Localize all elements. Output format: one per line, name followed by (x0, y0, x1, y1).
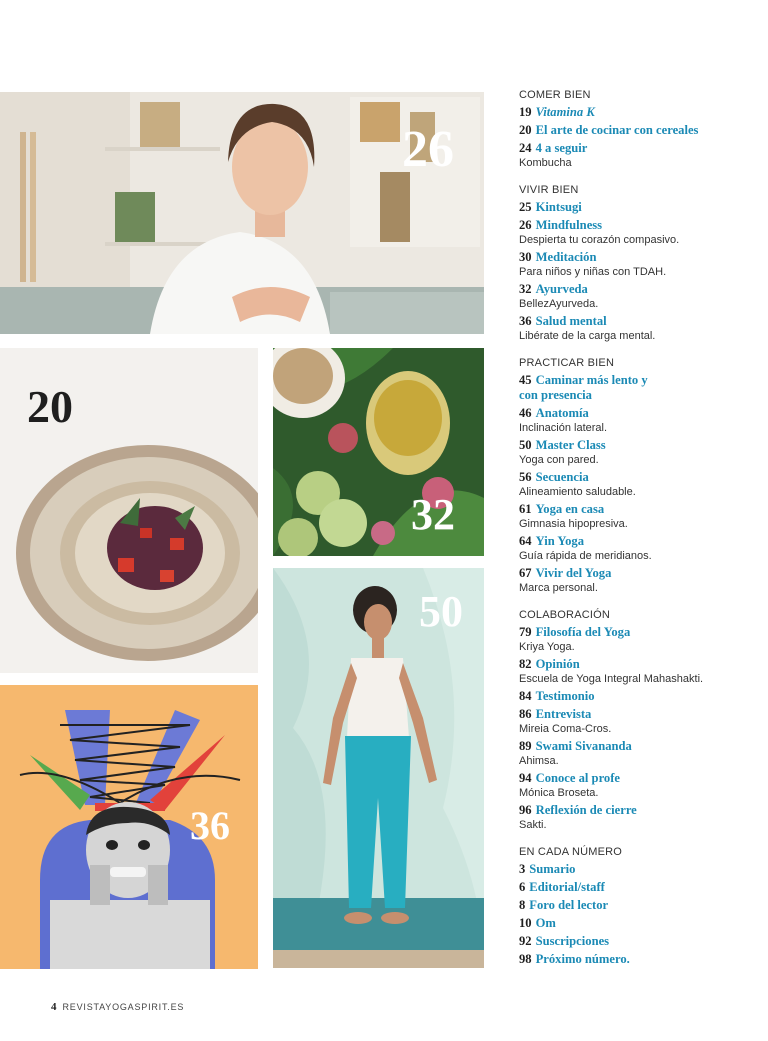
entry-subtitle: Guía rápida de meridianos. (519, 550, 652, 562)
toc-entry[interactable] (519, 566, 759, 595)
toc-entry[interactable] (519, 200, 759, 215)
entry-page: 89 (519, 739, 532, 753)
entry-page: 46 (519, 406, 532, 420)
entry-page: 32 (519, 282, 532, 296)
entry-subtitle: BellezAyurveda. (519, 298, 599, 310)
toc-entry[interactable] (519, 952, 759, 967)
photo-number-50: 50 (419, 587, 463, 636)
section-heading: COLABORACIÓN (519, 609, 611, 621)
entry-page: 50 (519, 438, 532, 452)
entry-title: Yin Yoga (535, 534, 584, 548)
entry-title: Foro del lector (529, 898, 609, 912)
entry-title: Editorial/staff (529, 880, 605, 894)
toc-entry[interactable] (519, 934, 759, 949)
entry-title: Conoce al profe (535, 771, 621, 785)
toc-entry[interactable] (519, 898, 759, 913)
entry-page: 19 (519, 105, 532, 119)
entry-page: 79 (519, 625, 532, 639)
entry-page: 10 (519, 916, 532, 930)
entry-title: Swami Sivananda (535, 739, 632, 753)
toc-entry[interactable] (519, 218, 759, 247)
toc-entry[interactable] (519, 803, 759, 832)
entry-title: Testimonio (535, 689, 595, 703)
toc-entry[interactable] (519, 707, 759, 736)
entry-title: Caminar más lento y (535, 373, 648, 387)
section-practicar-bien (519, 356, 759, 595)
entry-title: Filosofía del Yoga (535, 625, 631, 639)
entry-title: Mindfulness (535, 218, 603, 232)
photo-number-26: 26 (402, 121, 454, 178)
toc-entry[interactable] (519, 141, 759, 170)
entry-page: 24 (519, 141, 532, 155)
toc-entry[interactable] (519, 916, 759, 931)
toc-entry[interactable] (519, 771, 759, 800)
entry-title: Próximo número. (535, 952, 630, 966)
page-footer (51, 1001, 184, 1013)
toc-entry[interactable] (519, 502, 759, 531)
entry-page: 86 (519, 707, 532, 721)
entry-page: 25 (519, 200, 532, 214)
toc-entry[interactable] (519, 880, 759, 895)
photo-number-32: 32 (411, 490, 455, 539)
entry-subtitle: Gimnasia hipopresiva. (519, 518, 628, 530)
entry-title: Vitamina K (535, 105, 595, 119)
table-of-contents (519, 88, 759, 970)
entry-subtitle: Mónica Broseta. (519, 787, 599, 799)
entry-page: 8 (519, 898, 526, 912)
entry-title: Meditación (535, 250, 597, 264)
entry-page: 56 (519, 470, 532, 484)
entry-page: 26 (519, 218, 532, 232)
toc-entry[interactable] (519, 625, 759, 654)
entry-subtitle: Alineamiento saludable. (519, 486, 636, 498)
entry-title: Secuencia (535, 470, 589, 484)
photo-number-36: 36 (190, 803, 230, 848)
entry-page: 92 (519, 934, 532, 948)
entry-title: Suscripciones (535, 934, 610, 948)
entry-title: Reflexión de cierre (535, 803, 637, 817)
entry-subtitle: Kriya Yoga. (519, 641, 575, 653)
entry-title: Master Class (535, 438, 606, 452)
entry-subtitle: Sakti. (519, 819, 547, 831)
toc-entry[interactable] (519, 282, 759, 311)
entry-subtitle: Ahimsa. (519, 755, 559, 767)
entry-subtitle: Para niños y niñas con TDAH. (519, 266, 667, 278)
toc-entry[interactable] (519, 862, 759, 877)
entry-page: 61 (519, 502, 532, 516)
entry-subtitle: Libérate de la carga mental. (519, 330, 656, 342)
entry-title: Yoga en casa (535, 502, 605, 516)
entry-subtitle: Mireia Coma-Cros. (519, 723, 612, 735)
entry-title: Sumario (529, 862, 576, 876)
toc-entry[interactable] (519, 105, 759, 120)
section-heading: PRACTICAR BIEN (519, 357, 615, 369)
toc-entry[interactable] (519, 373, 759, 403)
entry-title: Ayurveda (535, 282, 588, 296)
section-colaboracion (519, 608, 759, 832)
entry-title: Vivir del Yoga (535, 566, 612, 580)
toc-entry[interactable] (519, 739, 759, 768)
section-en-cada-numero (519, 845, 759, 967)
toc-entry[interactable] (519, 470, 759, 499)
entry-title: Anatomía (535, 406, 589, 420)
entry-page: 67 (519, 566, 532, 580)
entry-page: 82 (519, 657, 532, 671)
entry-title: Salud mental (535, 314, 607, 328)
entry-title: Om (535, 916, 556, 930)
entry-page: 98 (519, 952, 532, 966)
entry-title: Opinión (535, 657, 580, 671)
entry-page: 45 (519, 373, 532, 387)
entry-page: 36 (519, 314, 532, 328)
entry-subtitle: Kombucha (519, 157, 572, 169)
entry-page: 6 (519, 880, 526, 894)
section-heading: EN CADA NÚMERO (519, 846, 623, 858)
entry-title: El arte de cocinar con cereales (535, 123, 699, 137)
footer-page-number: 4 (51, 1001, 57, 1013)
section-heading: VIVIR BIEN (519, 184, 579, 196)
toc-entry[interactable] (519, 406, 759, 435)
footer-website[interactable]: REVISTAYOGASPIRIT.ES (62, 1002, 185, 1012)
entry-page: 96 (519, 803, 532, 817)
photo-number-20: 20 (27, 381, 73, 432)
entry-page: 30 (519, 250, 532, 264)
entry-subtitle: Despierta tu corazón compasivo. (519, 234, 680, 246)
entry-title: Kintsugi (535, 200, 582, 214)
entry-subtitle: Escuela de Yoga Integral Mahashakti. (519, 673, 704, 685)
toc-entry[interactable] (519, 689, 759, 704)
toc-entry[interactable] (519, 534, 759, 563)
section-comer-bien (519, 88, 759, 170)
entry-page: 20 (519, 123, 532, 137)
entry-subtitle: Yoga con pared. (519, 454, 599, 466)
entry-page: 94 (519, 771, 532, 785)
entry-subtitle: Inclinación lateral. (519, 422, 608, 434)
entry-title: 4 a seguir (535, 141, 588, 155)
toc-entry[interactable] (519, 123, 759, 138)
toc-entry[interactable] (519, 657, 759, 686)
entry-page: 64 (519, 534, 532, 548)
entry-title: Entrevista (535, 707, 592, 721)
toc-entry[interactable] (519, 438, 759, 467)
entry-subtitle: Marca personal. (519, 582, 598, 594)
entry-page: 84 (519, 689, 532, 703)
section-heading: COMER BIEN (519, 89, 591, 101)
section-vivir-bien (519, 183, 759, 343)
entry-title-continued: con presencia (519, 388, 592, 402)
entry-page: 3 (519, 862, 526, 876)
toc-entry[interactable] (519, 314, 759, 343)
toc-entry[interactable] (519, 250, 759, 279)
